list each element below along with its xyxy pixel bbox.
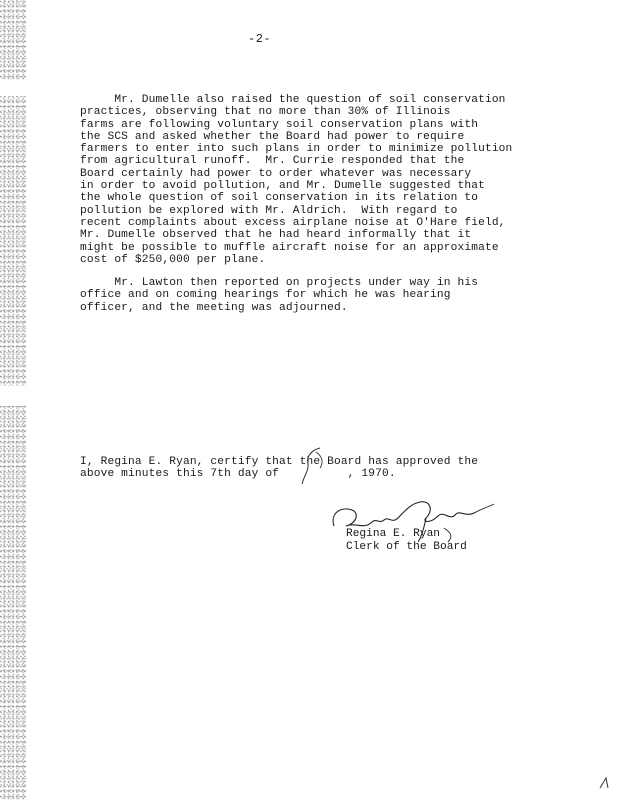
text-line: the whole question of soil conservation in its relation to — [80, 192, 479, 205]
handwritten-mark — [298, 446, 328, 486]
scan-edge-gap — [0, 386, 26, 406]
text-line: pollution be explored with Mr. Aldrich. With regard to — [80, 204, 458, 217]
paragraph-lawton-report — [80, 277, 540, 314]
signatory-title: Clerk of the Board — [346, 541, 467, 553]
text-line: Mr. Lawton then reported on projects under way in his — [80, 277, 479, 289]
text-line: farms are following voluntary soil conservation plans with — [80, 118, 479, 131]
text-line: Board certainly had power to order whatever was necessary — [80, 167, 472, 180]
text-line: I, Regina E. Ryan, certify that the Board has approved the — [80, 456, 479, 468]
paragraph-soil-conservation — [80, 94, 540, 266]
text-line: above minutes this 7th day of , 1970. — [80, 468, 396, 481]
text-line: might be possible to muffle aircraft noise for an approximate — [80, 241, 499, 254]
page-number: -2- — [248, 32, 272, 46]
text-line: in order to avoid pollution, and Mr. Dumelle suggested that — [80, 180, 485, 193]
corner-mark — [598, 776, 610, 790]
text-line: recent complaints about excess airplane noise at O'Hare field, — [80, 216, 506, 229]
text-line: officer, and the meeting was adjourned. — [80, 301, 348, 314]
text-line: cost of $250,000 per plane. — [80, 253, 266, 266]
text-line: office and on coming hearings for which he was hearing — [80, 289, 451, 302]
text-line: from agricultural runoff. Mr. Currie responded that the — [80, 155, 465, 168]
text-line: Mr. Dumelle also raised the question of soil conservation — [80, 94, 506, 106]
text-line: farmers to enter into such plans in order to minimize pollution — [80, 143, 513, 156]
text-line: practices, observing that no more than 30% of Illinois — [80, 106, 451, 119]
signature-block — [346, 528, 467, 554]
scan-edge-gap — [0, 80, 26, 96]
signatory-name: Regina E. Ryan — [346, 528, 440, 540]
text-line: the SCS and asked whether the Board had power to require — [80, 130, 465, 143]
text-line: Mr. Dumelle observed that he had heard informally that it — [80, 229, 472, 242]
